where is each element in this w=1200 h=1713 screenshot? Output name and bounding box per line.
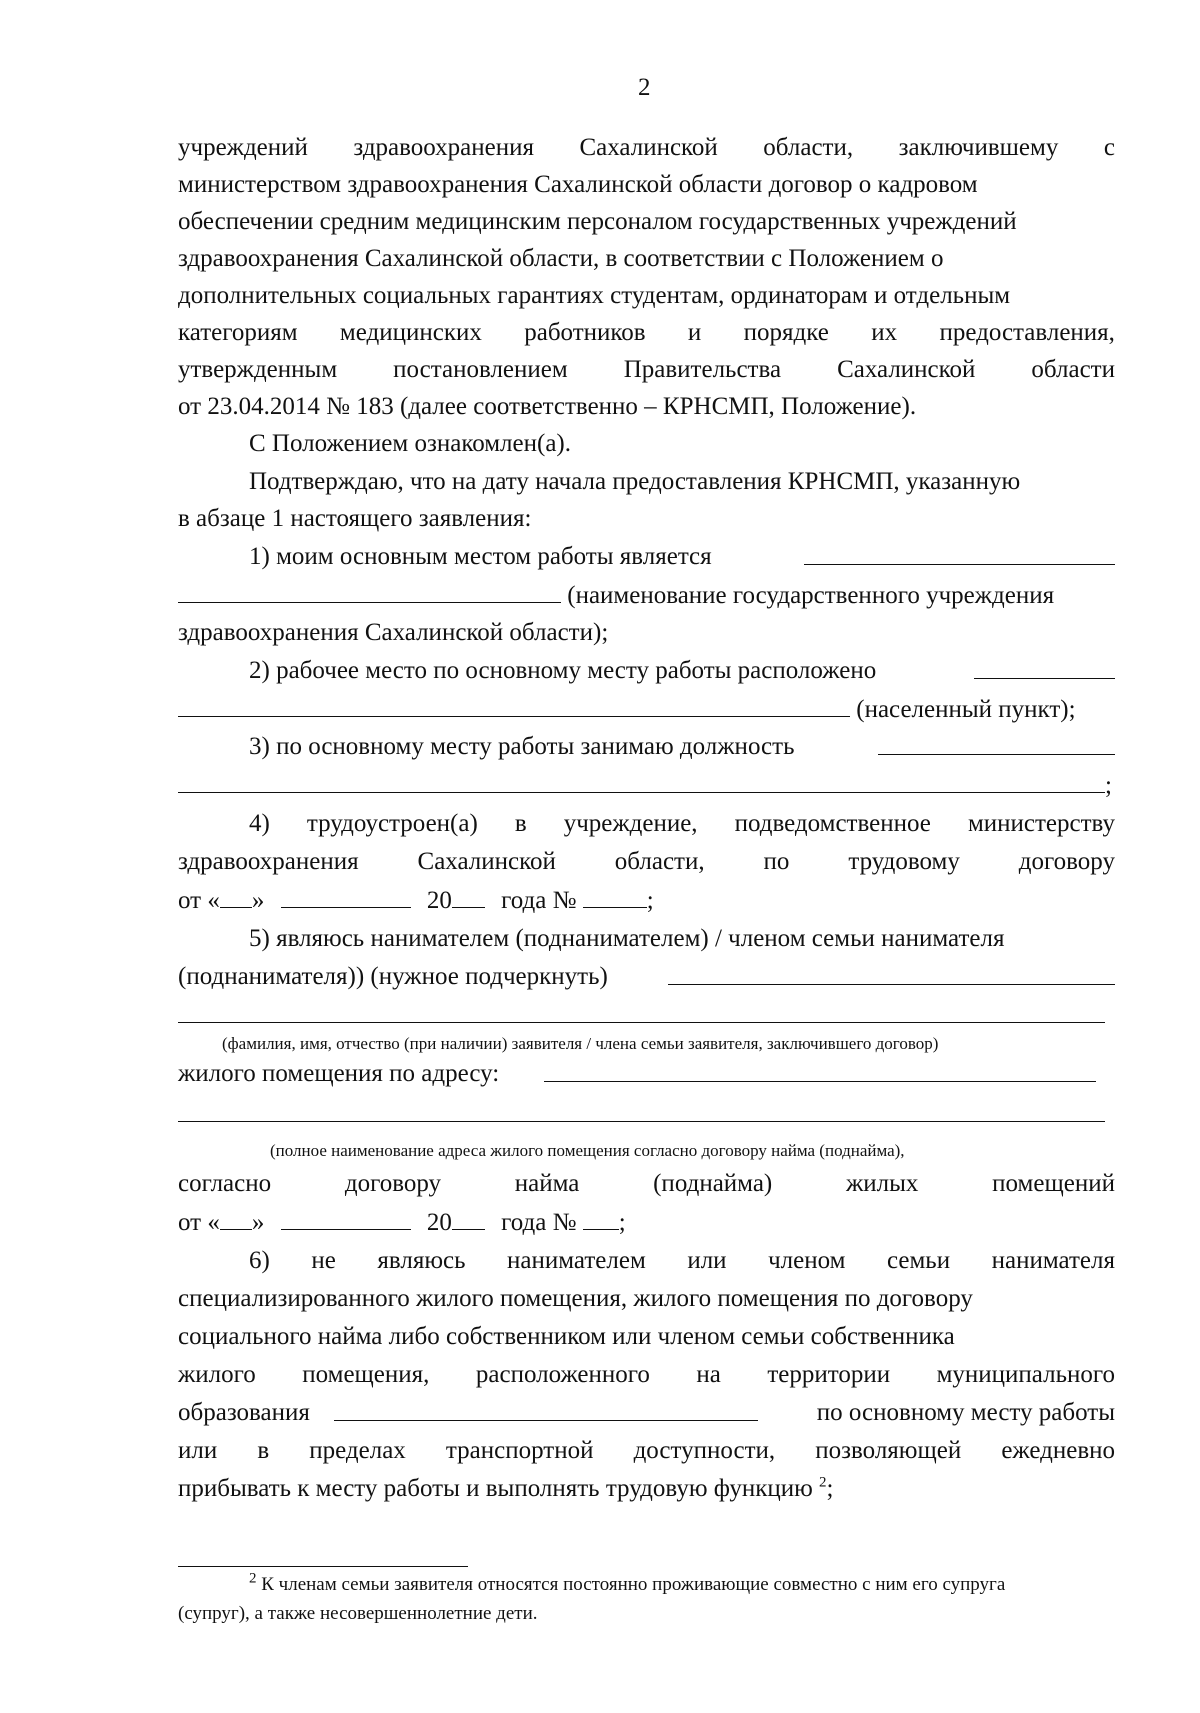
item4-line-2: здравоохранения Сахалинской области, по трудовому договору [178, 848, 1115, 875]
lease-day-blank[interactable] [220, 1206, 252, 1230]
item6-line-5: образования по основному месту работы [178, 1399, 1115, 1426]
footnote-line-1: $^2$ К членам семьи заявителя относятся постоянно проживающие совместно с ним его супруга [249, 1570, 1006, 1595]
address-line: жилого помещения по адресу: [178, 1058, 1115, 1090]
item1-line: 1) моим основным местом работы является [249, 541, 1115, 573]
item6-line-3: социального найма либо собственником или членом семьи собственника [178, 1323, 955, 1350]
applicant-name-blank[interactable] [668, 961, 1115, 985]
item2-line: 2) рабочее место по основному месту работы расположено [249, 655, 1115, 687]
intro-line-2: министерством здравоохранения Сахалинской области договор о кадровом [178, 171, 978, 198]
item3-blank-line: ; [178, 769, 1115, 802]
intro-line-8: от 23.04.2014 № 183 (далее соответственно – КРНСМП, Положение). [178, 393, 917, 420]
address-blank[interactable] [544, 1058, 1096, 1082]
footnote-reference[interactable]: 2 [819, 1474, 827, 1491]
acknowledged-line: С Положением ознакомлен(а). [249, 430, 571, 457]
item4-date-line: от « » 20 года № ; [178, 884, 1115, 917]
lease-month-blank[interactable] [281, 1206, 411, 1230]
workplace-blank-2[interactable] [178, 579, 561, 603]
contract-day-blank[interactable] [220, 884, 252, 908]
intro-line-1: учреждений здравоохранения Сахалинской области, заключившему с [178, 134, 1115, 161]
item5-line-1: 5) являюсь нанимателем (поднанимателем) / членом семьи нанимателя [249, 925, 1005, 952]
intro-line-4: здравоохранения Сахалинской области, в соответствии с Положением о [178, 245, 944, 272]
item5-line-2: (поднанимателя)) (нужное подчеркнуть) [178, 961, 1115, 993]
municipality-blank[interactable] [334, 1397, 758, 1421]
item1-tail: здравоохранения Сахалинской области); [178, 619, 609, 646]
item6-line-4: жилого помещения, расположенного на территории муниципального [178, 1361, 1115, 1388]
confirm-line-1: Подтверждаю, что на дату начала предоставления КРНСМП, указанную [249, 468, 1021, 495]
item1-hint-line: (наименование государственного учреждения [178, 579, 1115, 612]
item3-line: 3) по основному месту работы занимаю должность [249, 731, 1115, 763]
lease-number-blank[interactable] [583, 1206, 619, 1230]
locality-blank[interactable] [974, 655, 1115, 679]
address-rule[interactable] [178, 1121, 1105, 1122]
intro-line-3: обеспечении средним медицинским персоналом государственных учреждений [178, 208, 1017, 235]
workplace-blank[interactable] [804, 541, 1115, 565]
lease-year-blank[interactable] [452, 1206, 485, 1230]
applicant-name-caption: (фамилия, имя, отчество (при наличии) заявителя / члена семьи заявителя, заключившего договор) [222, 1034, 939, 1053]
address-caption: (полное наименование адреса жилого помещения согласно договору найма (поднайма), [270, 1141, 905, 1160]
contract-year-blank[interactable] [452, 884, 485, 908]
item5-contract-line: согласно договору найма (поднайма) жилых помещений [178, 1170, 1115, 1197]
item5-date-line: от « » 20 года № ; [178, 1206, 1115, 1239]
item2-hint-line: (населенный пункт); [178, 693, 1115, 726]
footnote-divider [178, 1566, 468, 1567]
item6-line-6: или в пределах транспортной доступности, позволяющей ежедневно [178, 1437, 1115, 1464]
contract-month-blank[interactable] [281, 884, 411, 908]
intro-line-6: категориям медицинских работников и порядке их предоставления, [178, 319, 1115, 346]
footnote-mark: 2 [249, 1570, 257, 1587]
position-blank-2[interactable] [178, 769, 1105, 793]
intro-line-5: дополнительных социальных гарантиях студентам, ординаторам и отдельным [178, 282, 1011, 309]
intro-line-7: утвержденным постановлением Правительства Сахалинской области [178, 356, 1115, 383]
locality-blank-2[interactable] [178, 693, 850, 717]
item4-line-1: 4) трудоустроен(а) в учреждение, подведомственное министерству [249, 810, 1115, 837]
footnote-line-2: (супруг), а также несовершеннолетние дети. [178, 1603, 538, 1624]
page-number: 2 [638, 74, 651, 101]
confirm-line-2: в абзаце 1 настоящего заявления: [178, 505, 532, 532]
item6-line-1: 6) не являюсь нанимателем или членом семьи нанимателя [249, 1247, 1115, 1274]
applicant-name-rule[interactable] [178, 1022, 1105, 1023]
position-blank[interactable] [878, 731, 1115, 755]
item6-line-7: прибывать к месту работы и выполнять трудовую функцию $^2$; [178, 1474, 834, 1502]
item6-line-2: специализированного жилого помещения, жилого помещения по договору [178, 1285, 973, 1312]
contract-number-blank[interactable] [583, 884, 647, 908]
